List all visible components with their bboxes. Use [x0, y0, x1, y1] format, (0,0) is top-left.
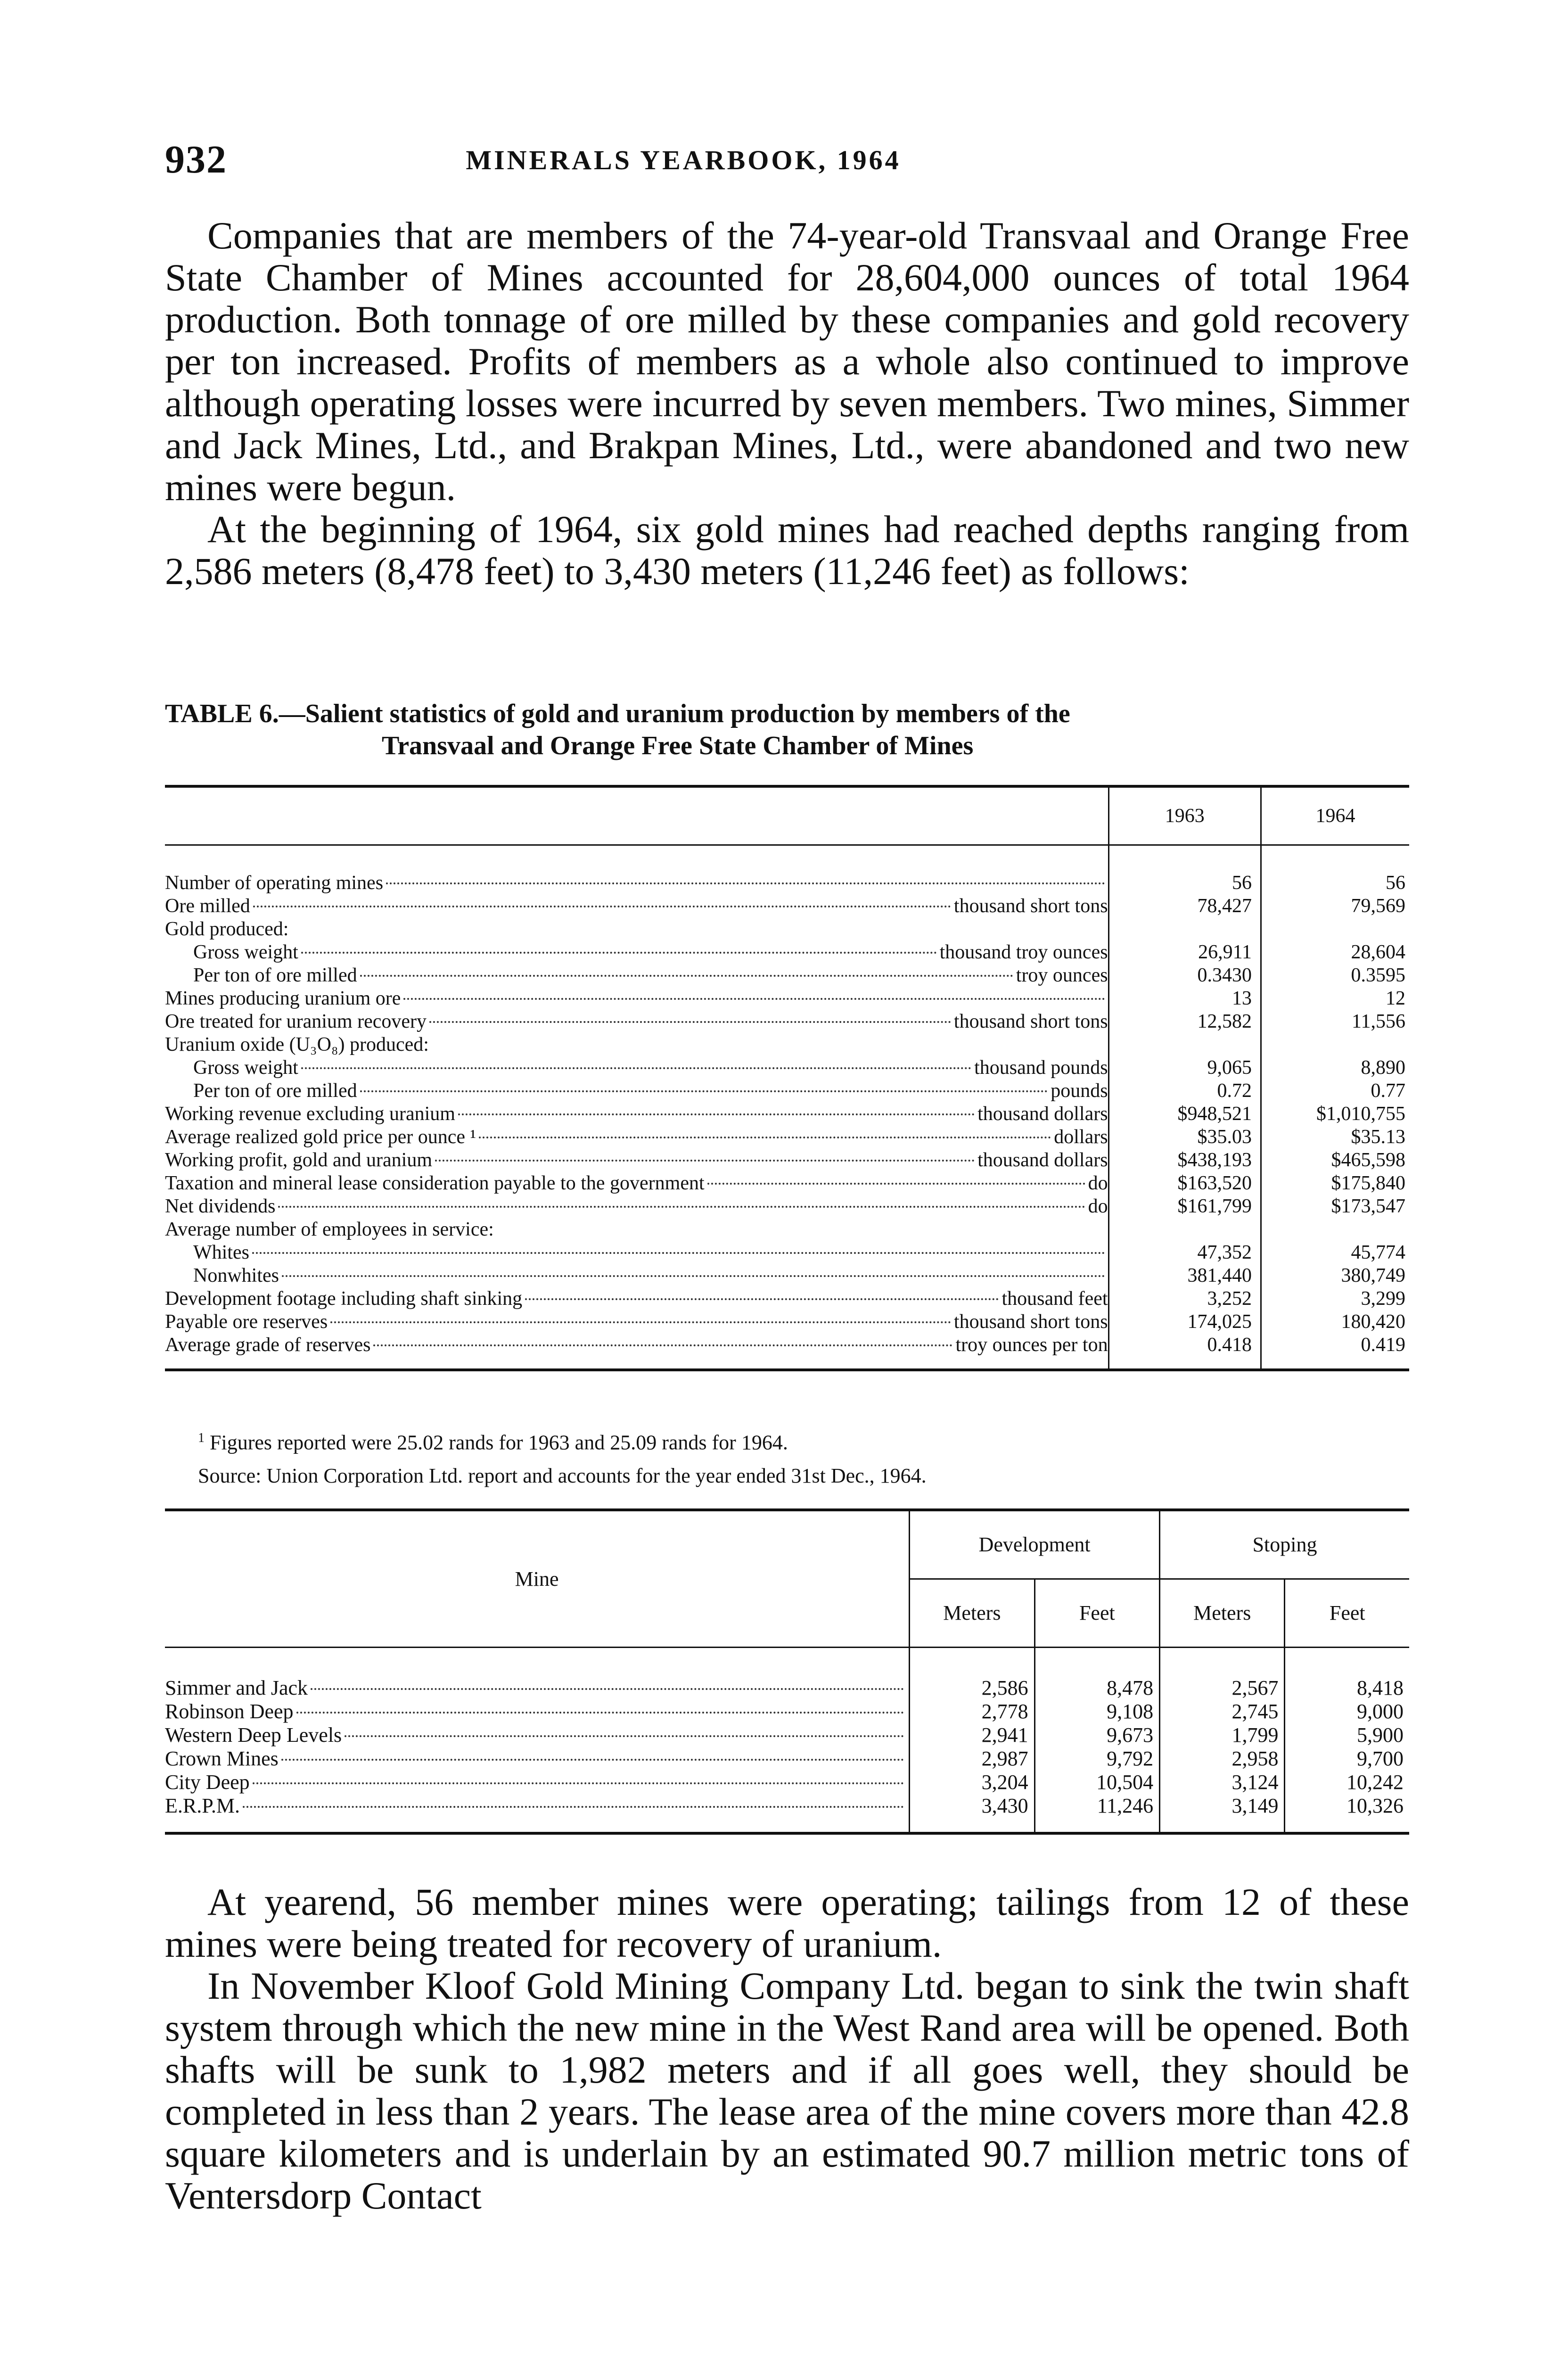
- dot-leader: [525, 1298, 999, 1300]
- value-stp-ft: 10,242: [1285, 1771, 1409, 1794]
- row-label-cell: [165, 1264, 1108, 1287]
- table-row: [165, 1080, 1409, 1103]
- table-6-title-line: Transvaal and Orange Free State Chamber of Mines: [382, 731, 974, 760]
- column-header-development-meters: Meters: [910, 1579, 1034, 1648]
- value-1963: 174,025: [1108, 1310, 1261, 1334]
- row-unit: thousand dollars: [977, 1103, 1108, 1125]
- mine-name-text: Robinson Deep: [165, 1700, 294, 1723]
- row-label: [165, 987, 1108, 1010]
- table-row: [165, 1172, 1409, 1195]
- value-1964: $173,547: [1261, 1195, 1409, 1218]
- value-1964: 28,604: [1261, 941, 1409, 964]
- table-row: [165, 1310, 1409, 1334]
- value-1964: $35.13: [1261, 1126, 1409, 1149]
- dot-leader: [360, 1090, 1048, 1092]
- value-1963: 26,911: [1108, 941, 1261, 964]
- value-1964: 11,556: [1261, 1010, 1409, 1033]
- value-1964: 12: [1261, 987, 1409, 1010]
- table-row: [165, 918, 1409, 941]
- table-row: [165, 845, 1409, 895]
- row-label: [165, 1010, 1108, 1033]
- table-row: [165, 1771, 1409, 1794]
- value-stp-m: 1,799: [1160, 1723, 1285, 1747]
- row-label-cell: [165, 1126, 1108, 1149]
- table-row: [165, 1010, 1409, 1033]
- mine-name-cell: [165, 1700, 910, 1723]
- row-label-text: Whites: [193, 1242, 249, 1263]
- column-header-1963: 1963: [1108, 786, 1261, 845]
- value-dev-ft: 8,478: [1034, 1648, 1159, 1700]
- value-stp-ft: 5,900: [1285, 1723, 1409, 1747]
- row-unit: pounds: [1051, 1080, 1108, 1102]
- value-1963: $163,520: [1108, 1172, 1261, 1195]
- row-unit: thousand dollars: [977, 1149, 1108, 1171]
- mine-name-text: City Deep: [165, 1771, 250, 1794]
- value-1963: 56: [1108, 845, 1261, 895]
- row-label-cell: [165, 1172, 1108, 1195]
- mine-name-cell: [165, 1747, 910, 1771]
- row-label: [193, 1264, 1108, 1287]
- value-dev-m: 3,204: [910, 1771, 1034, 1794]
- value-1964: 3,299: [1261, 1287, 1409, 1310]
- row-label-text: Average realized gold price per ounce ¹: [165, 1126, 476, 1148]
- row-unit: do: [1088, 1195, 1108, 1217]
- value-1964: $175,840: [1261, 1172, 1409, 1195]
- row-unit: thousand troy ounces: [939, 941, 1108, 963]
- row-label-text: Average grade of reserves: [165, 1334, 371, 1356]
- row-label: [193, 1056, 1108, 1080]
- document-page: [165, 0, 1409, 2357]
- value-1964: 380,749: [1261, 1264, 1409, 1287]
- column-header-development-feet: Feet: [1034, 1579, 1159, 1648]
- value-stp-m: 2,745: [1160, 1700, 1285, 1723]
- table-row: [165, 941, 1409, 964]
- paragraph: At the beginning of 1964, six gold mines had reached depths ranging from 2,586 meters (8,478 feet) to 3,430 meters (11,246 feet) as follows:: [165, 508, 1409, 593]
- value-1964: $1,010,755: [1261, 1103, 1409, 1126]
- mine-name: [165, 1794, 909, 1818]
- value-1963: 381,440: [1108, 1264, 1261, 1287]
- table-row: [165, 1126, 1409, 1149]
- page-number: 932: [165, 138, 227, 181]
- row-label-text: Gold produced:: [165, 918, 289, 940]
- dot-leader: [345, 1735, 904, 1737]
- row-label-text: Taxation and mineral lease consideration payable to the government: [165, 1172, 705, 1194]
- value-dev-m: 2,778: [910, 1700, 1034, 1723]
- value-1963: [1108, 1033, 1261, 1056]
- row-unit: dollars: [1054, 1126, 1108, 1148]
- column-group-stoping: Stoping: [1160, 1510, 1409, 1579]
- page-header: [165, 137, 1409, 189]
- row-label-cell: [165, 895, 1108, 918]
- row-label-text: Ore milled: [165, 895, 250, 917]
- row-label-cell: [165, 1103, 1108, 1126]
- dot-leader: [386, 882, 1105, 884]
- value-stp-ft: 10,326: [1285, 1794, 1409, 1833]
- intro-text: [165, 214, 1409, 592]
- value-1964: [1261, 1033, 1409, 1056]
- row-label: [193, 941, 1108, 964]
- dot-leader: [360, 975, 1013, 977]
- row-label-text: Average number of employees in service:: [165, 1219, 494, 1240]
- row-label: [165, 1033, 1108, 1056]
- mine-name-cell: [165, 1771, 910, 1794]
- table-row: [165, 1264, 1409, 1287]
- table-row: [165, 987, 1409, 1010]
- dot-leader: [253, 906, 951, 907]
- value-1964: 56: [1261, 845, 1409, 895]
- row-label: [165, 1195, 1108, 1218]
- row-label: [165, 1218, 1108, 1241]
- value-1964: 180,420: [1261, 1310, 1409, 1334]
- table-row: [165, 1794, 1409, 1833]
- row-label-cell: [165, 845, 1108, 895]
- table-source-note: Source: Union Corporation Ltd. report and accounts for the year ended 31st Dec., 1964.: [198, 1464, 927, 1487]
- row-label-text: Mines producing uranium ore: [165, 988, 401, 1009]
- value-1963: $438,193: [1108, 1149, 1261, 1172]
- dot-leader: [429, 1021, 951, 1023]
- row-label-cell: [165, 918, 1108, 941]
- mine-name: [165, 1771, 909, 1794]
- row-label: [193, 1241, 1108, 1264]
- row-label-cell: [165, 1149, 1108, 1172]
- value-1963: $35.03: [1108, 1126, 1261, 1149]
- blank-header-cell: [165, 786, 1108, 845]
- dot-leader: [282, 1275, 1105, 1277]
- row-label: [193, 1080, 1108, 1103]
- row-label-cell: [165, 1287, 1108, 1310]
- value-1963: [1108, 1218, 1261, 1241]
- salient-statistics-body: [165, 845, 1409, 1370]
- row-label-text: Per ton of ore milled: [193, 1080, 357, 1102]
- table-row: [165, 1056, 1409, 1080]
- row-label-text: Working profit, gold and uranium: [165, 1149, 433, 1171]
- row-unit: thousand feet: [1002, 1288, 1108, 1310]
- row-label-cell: [165, 1218, 1108, 1241]
- table-row: [165, 1334, 1409, 1370]
- row-unit: thousand short tons: [953, 895, 1108, 917]
- row-label: [165, 895, 1108, 918]
- value-1963: [1108, 918, 1261, 941]
- value-stp-m: 3,149: [1160, 1794, 1285, 1833]
- value-1964: [1261, 918, 1409, 941]
- row-label: [165, 1287, 1108, 1310]
- column-group-development: Development: [910, 1510, 1160, 1579]
- value-stp-ft: 9,700: [1285, 1747, 1409, 1771]
- value-1963: 0.418: [1108, 1334, 1261, 1370]
- closing-text: [165, 1881, 1409, 2217]
- dot-leader: [301, 1067, 971, 1069]
- value-stp-m: 3,124: [1160, 1771, 1285, 1794]
- row-label: [165, 872, 1108, 895]
- dot-leader: [243, 1806, 904, 1808]
- table-header-row: [165, 1510, 1409, 1579]
- column-header-1964: 1964: [1261, 786, 1409, 845]
- value-1963: 13: [1108, 987, 1261, 1010]
- value-1964: 0.77: [1261, 1080, 1409, 1103]
- running-title: MINERALS YEARBOOK, 1964: [466, 145, 901, 175]
- mine-name: [165, 1700, 909, 1723]
- dot-leader: [330, 1321, 951, 1323]
- table-row: [165, 1648, 1409, 1700]
- row-label-cell: [165, 1033, 1108, 1056]
- value-dev-m: 2,987: [910, 1747, 1034, 1771]
- row-label: [165, 1149, 1108, 1172]
- value-1963: 0.3430: [1108, 964, 1261, 987]
- row-label-text: Uranium oxide (U₃O₈) produced:: [165, 1034, 429, 1055]
- table-row: [165, 1195, 1409, 1218]
- dot-leader: [479, 1137, 1051, 1138]
- row-label-text: Per ton of ore milled: [193, 964, 357, 986]
- value-stp-m: 2,567: [1160, 1648, 1285, 1700]
- mine-name-cell: [165, 1648, 910, 1700]
- value-1963: 3,252: [1108, 1287, 1261, 1310]
- row-label: [165, 1310, 1108, 1334]
- paragraph: Companies that are members of the 74-year-old Transvaal and Orange Free State Chamber of Mines accounted for 28,604,000 ounces of total 1964 production. Both tonnage of ore milled by these companies and gold recovery per ton increased. Profits of members as a whole also continued to improve although operating losses were incurred by seven members. Two mines, Simmer and Jack Mines, Ltd., and Brakpan Mines, Ltd., were abandoned and two new mines were begun.: [165, 214, 1409, 509]
- dot-leader: [458, 1113, 975, 1115]
- row-label-cell: [165, 987, 1108, 1010]
- value-1964: [1261, 1218, 1409, 1241]
- row-unit: thousand short tons: [953, 1311, 1108, 1333]
- row-label-cell: [165, 1056, 1108, 1080]
- row-label-text: Number of operating mines: [165, 872, 384, 894]
- row-label-cell: [165, 1334, 1108, 1370]
- row-label: [165, 1103, 1108, 1126]
- value-dev-ft: 9,108: [1034, 1700, 1159, 1723]
- dot-leader: [253, 1782, 904, 1784]
- dot-leader: [296, 1712, 904, 1714]
- value-dev-ft: 11,246: [1034, 1794, 1159, 1833]
- mine-name-text: Crown Mines: [165, 1747, 279, 1770]
- table-6-title: [165, 698, 1409, 762]
- dot-leader: [707, 1183, 1085, 1185]
- table-row: [165, 1103, 1409, 1126]
- row-label-text: Nonwhites: [193, 1265, 279, 1286]
- value-dev-m: 2,586: [910, 1648, 1034, 1700]
- row-label: [165, 1334, 1108, 1357]
- value-1963: 12,582: [1108, 1010, 1261, 1033]
- value-stp-m: 2,958: [1160, 1747, 1285, 1771]
- row-label: [165, 1172, 1108, 1195]
- table-row: [165, 1033, 1409, 1056]
- table-row: [165, 1723, 1409, 1747]
- table-row: [165, 1700, 1409, 1723]
- dot-leader: [278, 1206, 1085, 1208]
- mine-name-text: Simmer and Jack: [165, 1676, 308, 1699]
- row-label: [165, 1126, 1108, 1149]
- row-label-text: Working revenue excluding uranium: [165, 1103, 455, 1125]
- mine-name-cell: [165, 1794, 910, 1833]
- dot-leader: [311, 1688, 904, 1690]
- row-label-text: Development footage including shaft sinking: [165, 1288, 523, 1310]
- value-dev-m: 2,941: [910, 1723, 1034, 1747]
- value-1964: 8,890: [1261, 1056, 1409, 1080]
- row-label-text: Ore treated for uranium recovery: [165, 1011, 427, 1032]
- dot-leader: [252, 1252, 1105, 1254]
- row-label-text: Gross weight: [193, 1057, 298, 1079]
- value-1963: $948,521: [1108, 1103, 1261, 1126]
- dot-leader: [301, 952, 937, 954]
- value-stp-ft: 9,000: [1285, 1700, 1409, 1723]
- table-footnote: [198, 1426, 1442, 1455]
- mine-name: [165, 1676, 909, 1700]
- table-6-title-line: TABLE 6.—Salient statistics of gold and uranium production by members of the: [165, 699, 1070, 728]
- value-1964: 45,774: [1261, 1241, 1409, 1264]
- mine-name: [165, 1747, 909, 1771]
- column-header-stoping-meters: Meters: [1160, 1579, 1285, 1648]
- dot-leader: [403, 998, 1105, 1000]
- mine-depth-table: [165, 1508, 1409, 1835]
- row-unit: troy ounces per ton: [955, 1334, 1108, 1356]
- value-1964: 0.3595: [1261, 964, 1409, 987]
- paragraph: In November Kloof Gold Mining Company Ltd. began to sink the twin shaft system through which the new mine in the West Rand area will be opened. Both shafts will be sunk to 1,982 meters and if all goes well, they should be completed in less than 2 years. The lease area of the mine covers more than 42.8 square kilometers and is underlain by an estimated 90.7 million metric tons of Ventersdorp Contact: [165, 1964, 1409, 2217]
- mine-depth-body: [165, 1648, 1409, 1834]
- dot-leader: [373, 1344, 952, 1346]
- column-header-mine: Mine: [165, 1510, 910, 1648]
- row-label-cell: [165, 1310, 1108, 1334]
- value-1963: 47,352: [1108, 1241, 1261, 1264]
- table-row: [165, 1149, 1409, 1172]
- dot-leader: [435, 1160, 975, 1162]
- mine-name-text: Western Deep Levels: [165, 1723, 342, 1747]
- value-1963: $161,799: [1108, 1195, 1261, 1218]
- value-1963: 0.72: [1108, 1080, 1261, 1103]
- table-header-row: [165, 786, 1409, 845]
- value-dev-ft: 10,504: [1034, 1771, 1159, 1794]
- dot-leader: [281, 1759, 904, 1761]
- mine-name-text: E.R.P.M.: [165, 1794, 240, 1817]
- row-unit: thousand pounds: [974, 1057, 1108, 1079]
- row-unit: thousand short tons: [953, 1011, 1108, 1032]
- paragraph: At yearend, 56 member mines were operating; tailings from 12 of these mines were being treated for recovery of uranium.: [165, 1880, 1409, 1965]
- value-stp-ft: 8,418: [1285, 1648, 1409, 1700]
- value-dev-ft: 9,792: [1034, 1747, 1159, 1771]
- row-label-cell: [165, 1010, 1108, 1033]
- table-row: [165, 895, 1409, 918]
- row-label: [193, 964, 1108, 987]
- row-unit: do: [1088, 1172, 1108, 1194]
- table-row: [165, 1747, 1409, 1771]
- row-label: [165, 918, 1108, 941]
- value-1964: 79,569: [1261, 895, 1409, 918]
- table-row: [165, 1287, 1409, 1310]
- mine-name-cell: [165, 1723, 910, 1747]
- row-label-cell: [165, 964, 1108, 987]
- footnote-marker: 1: [198, 1431, 205, 1445]
- value-1964: $465,598: [1261, 1149, 1409, 1172]
- row-label-text: Gross weight: [193, 941, 298, 963]
- row-label-text: Payable ore reserves: [165, 1311, 328, 1333]
- value-1963: 9,065: [1108, 1056, 1261, 1080]
- mine-name: [165, 1723, 909, 1747]
- value-dev-m: 3,430: [910, 1794, 1034, 1833]
- row-unit: troy ounces: [1016, 964, 1108, 986]
- value-1963: 78,427: [1108, 895, 1261, 918]
- value-1964: 0.419: [1261, 1334, 1409, 1370]
- row-label-cell: [165, 941, 1108, 964]
- row-label-text: Net dividends: [165, 1195, 276, 1217]
- column-header-stoping-feet: Feet: [1285, 1579, 1409, 1648]
- table-row: [165, 964, 1409, 987]
- row-label-cell: [165, 1080, 1108, 1103]
- row-label-cell: [165, 1241, 1108, 1264]
- value-dev-ft: 9,673: [1034, 1723, 1159, 1747]
- table-row: [165, 1241, 1409, 1264]
- table-row: [165, 1218, 1409, 1241]
- footnote-text: Figures reported were 25.02 rands for 1963 and 25.09 rands for 1964.: [210, 1431, 788, 1454]
- row-label-cell: [165, 1195, 1108, 1218]
- salient-statistics-table: [165, 785, 1409, 1371]
